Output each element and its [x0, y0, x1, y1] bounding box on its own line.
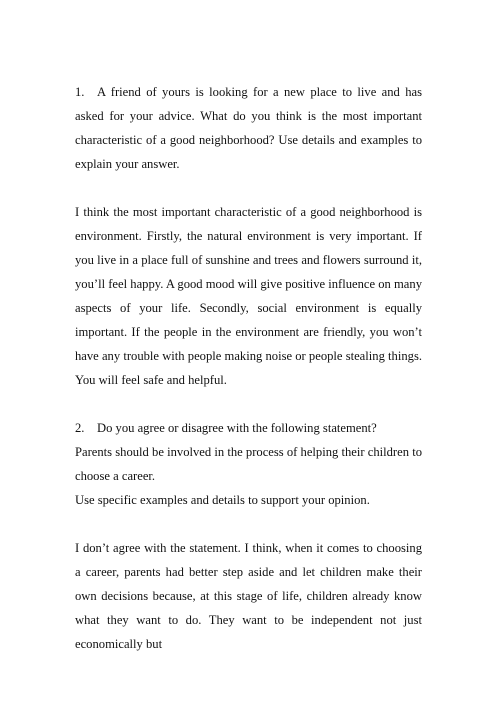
question-2-statement: Parents should be involved in the process of helping their children to choose a career.	[75, 445, 422, 483]
answer-1: I think the most important characteristic of a good neighborhood is environment. Firstly, the natural environment is very important. If you live in a place full of sunshine and trees and flowers surround it, you’ll feel happy. A good mood will give positive influence on many aspects of your life. Secondly, social environment is equally important. If the people in the environment are friendly, you won’t have any trouble with people making noise or people stealing things. You will feel safe and helpful.	[75, 205, 422, 387]
question-1-prompt	[75, 80, 422, 176]
question-2-instruction: Use specific examples and details to support your opinion.	[75, 493, 370, 507]
question-1-number: 1.	[75, 85, 85, 99]
answer-2: I don’t agree with the statement. I think, when it comes to choosing a career, parents had better step aside and let children make their own decisions because, at this stage of life, children already know what they want to do. They want to be independent not just economically but	[75, 541, 422, 651]
question-2-text: Do you agree or disagree with the following statement?	[97, 421, 377, 435]
document-body	[75, 80, 422, 656]
question-1-text: A friend of yours is looking for a new place to live and has asked for your advice. What do you think is the most important characteristic of a good neighborhood? Use details and examples to explain your answer.	[75, 85, 422, 171]
question-2-prompt	[75, 416, 422, 440]
question-2-number: 2.	[75, 421, 85, 435]
